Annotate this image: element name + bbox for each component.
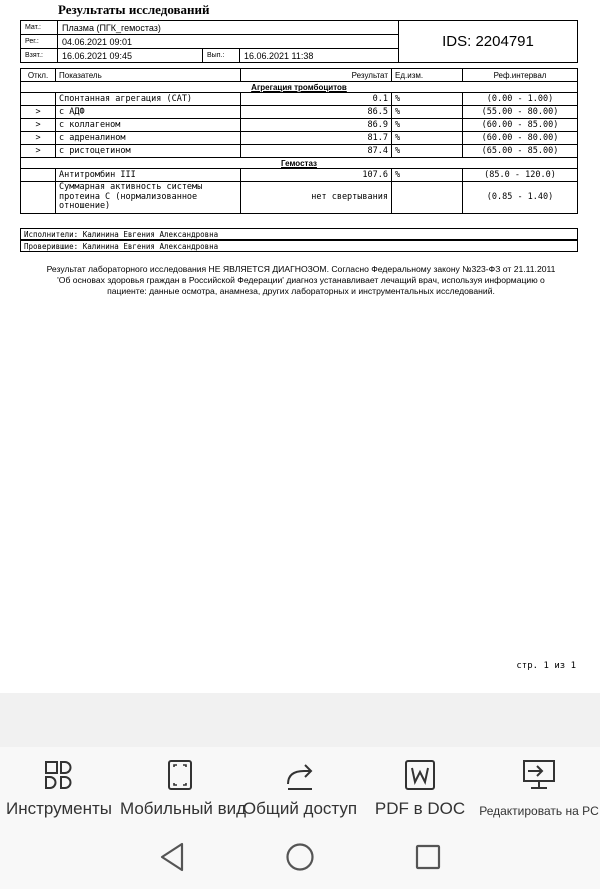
parameter-name: Спонтанная агрегация (САТ): [56, 93, 241, 106]
share-icon: [284, 759, 316, 791]
page-title: Результаты исследований: [58, 2, 210, 17]
bottom-toolbar: [0, 747, 600, 827]
share-button[interactable]: [240, 747, 360, 819]
column-reference: Реф.интервал: [463, 69, 578, 82]
table-row: [21, 119, 578, 132]
unit: [392, 182, 463, 214]
back-icon[interactable]: [158, 842, 186, 872]
material-value: Плазма (ПГК_гемостаз): [58, 21, 399, 35]
reference-interval: (85.0 - 120.0): [463, 169, 578, 182]
result-value: 86.5: [241, 106, 392, 119]
column-parameter: Показатель: [56, 69, 241, 82]
unit: %: [392, 119, 463, 132]
disclaimer: Результат лабораторного исследования НЕ ЯВЛЯЕТСЯ ДИАГНОЗОМ. Согласно Федеральному закону №323-ФЗ от 21.11.2011 'Об основах здоровья граждан в Российской Федерации' диагноз устанавливает лечащий врач, используя информацию о пациенте: данные осмотра, анамнеза, других лабораторных и инструментальных исследований.: [46, 264, 556, 296]
material-label: Мат.:: [21, 21, 58, 35]
unit: %: [392, 145, 463, 158]
result-value: нет свертывания: [241, 182, 392, 214]
recents-icon[interactable]: [414, 842, 442, 872]
deviation-flag: >: [21, 119, 56, 132]
group-header: Гемостаз: [21, 158, 578, 169]
pdf-to-doc-label: PDF в DOC: [374, 799, 466, 818]
unit: %: [392, 132, 463, 145]
table-row: [21, 182, 578, 214]
reference-interval: (65.00 - 85.00): [463, 145, 578, 158]
mobile-view-label: Мобильный вид: [120, 799, 247, 818]
unit: %: [392, 169, 463, 182]
reference-interval: (60.00 - 80.00): [463, 132, 578, 145]
mobile-view-button[interactable]: [120, 747, 247, 819]
navigation-bar: [0, 827, 600, 889]
mobile-view-icon: [166, 759, 194, 791]
table-row: [21, 106, 578, 119]
parameter-name: с коллагеном: [56, 119, 241, 132]
issued-label: Вып.:: [203, 49, 240, 63]
verifiers: Проверившие: Калинина Евгения Александровна: [20, 240, 578, 252]
share-label: Общий доступ: [242, 799, 358, 818]
deviation-flag: >: [21, 106, 56, 119]
deviation-flag: >: [21, 145, 56, 158]
registered-label: Рег.:: [21, 35, 58, 49]
unit: %: [392, 93, 463, 106]
word-icon: [404, 759, 436, 791]
column-deviation: Откл.: [21, 69, 56, 82]
tools-button[interactable]: [0, 747, 118, 819]
edit-on-pc-label: Редактировать на PC: [479, 804, 599, 818]
issued-value: 16.06.2021 11:38: [240, 49, 399, 63]
results-table: [20, 68, 578, 214]
taken-label: Взят.:: [21, 49, 58, 63]
parameter-name: Антитромбин III: [56, 169, 241, 182]
performers: Исполнители: Калинина Евгения Александровна: [20, 228, 578, 240]
unit: %: [392, 106, 463, 119]
result-value: 81.7: [241, 132, 392, 145]
pdf-to-doc-button[interactable]: [360, 747, 480, 819]
reference-interval: (0.85 - 1.40): [463, 182, 578, 214]
result-value: 107.6: [241, 169, 392, 182]
reference-interval: (60.00 - 85.00): [463, 119, 578, 132]
registered-value: 04.06.2021 09:01: [58, 35, 399, 49]
header-table: [20, 20, 578, 63]
parameter-name: с ристоцетином: [56, 145, 241, 158]
ids-value: IDS: 2204791: [399, 21, 578, 63]
deviation-flag: [21, 93, 56, 106]
parameter-name: Суммарная активность системы протеина С (нормализованное отношение): [56, 182, 241, 214]
reference-interval: (0.00 - 1.00): [463, 93, 578, 106]
table-row: [21, 145, 578, 158]
parameter-name: с адреналином: [56, 132, 241, 145]
deviation-flag: [21, 182, 56, 214]
taken-value: 16.06.2021 09:45: [58, 49, 203, 63]
tools-icon: [43, 759, 75, 791]
deviation-flag: [21, 169, 56, 182]
tools-label: Инструменты: [5, 799, 112, 818]
table-row: [21, 93, 578, 106]
table-row: [21, 132, 578, 145]
table-row: [21, 169, 578, 182]
parameter-name: с АДФ: [56, 106, 241, 119]
page-number: стр. 1 из 1: [516, 661, 576, 671]
column-unit: Ед.изм.: [392, 69, 463, 82]
reference-interval: (55.00 - 80.00): [463, 106, 578, 119]
group-header: Агрегация тромбоцитов: [21, 82, 578, 93]
home-icon[interactable]: [285, 842, 315, 872]
edit-on-pc-button[interactable]: [478, 747, 600, 818]
monitor-icon: [522, 759, 556, 791]
result-value: 0.1: [241, 93, 392, 106]
column-result: Результат: [241, 69, 392, 82]
result-value: 86.9: [241, 119, 392, 132]
result-value: 87.4: [241, 145, 392, 158]
deviation-flag: >: [21, 132, 56, 145]
